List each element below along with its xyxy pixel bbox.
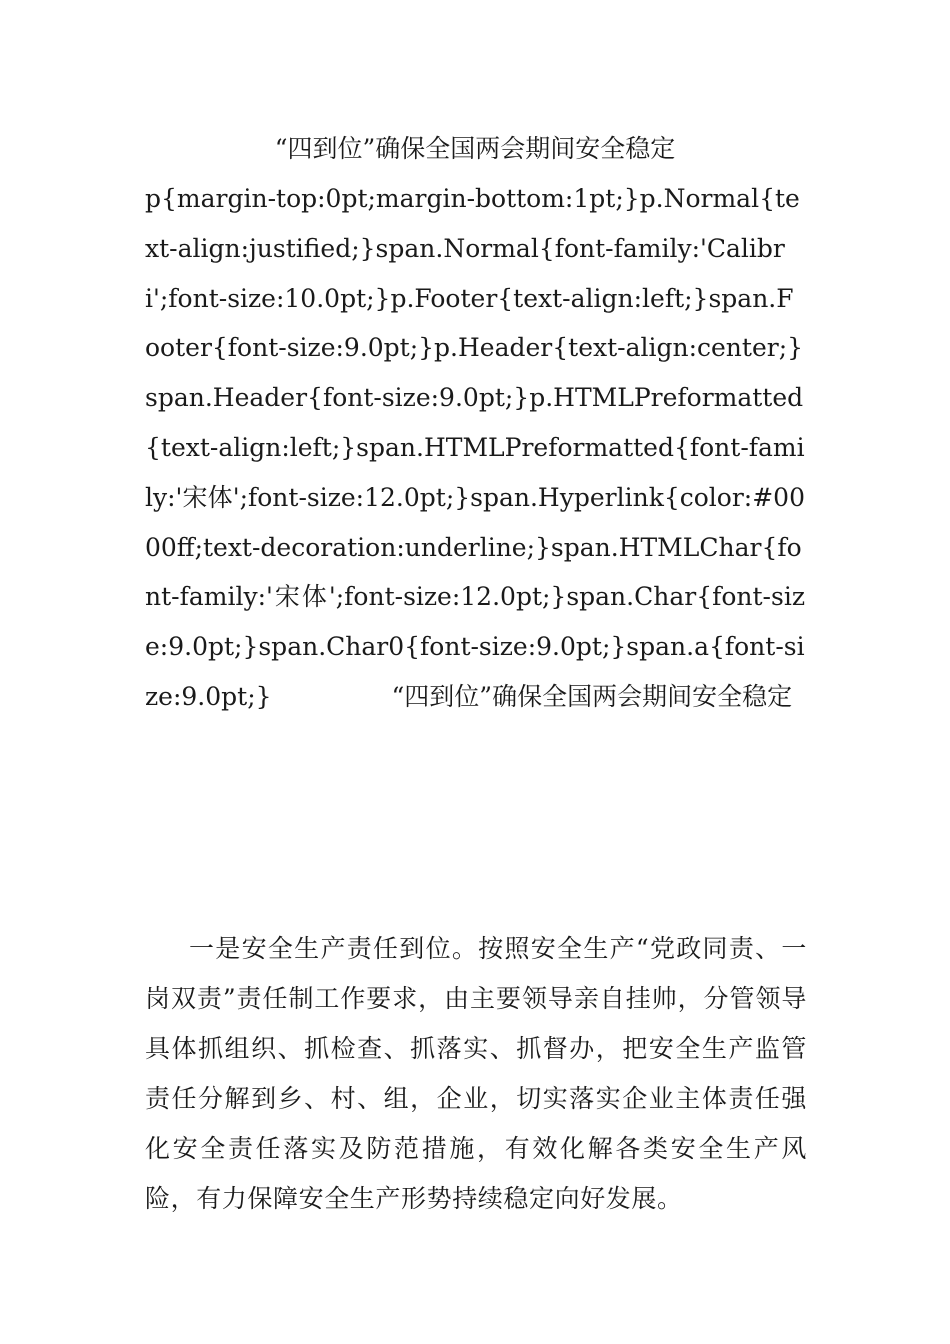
inline-title: “四到位”确保全国两会期间安全稳定: [391, 681, 793, 711]
body-paragraph: 一是安全生产责任到位。按照安全生产“党政同责、一岗双责”责任制工作要求，由主要领导亲自挂帅，分管领导具体抓组织、抓检查、抓落实、抓督办，把安全生产监管责任分解到乡、村、组，企业，切实落实企业主体责任强化安全责任落实及防范措施，有效化解各类安全生产风险，有力保障安全生产形势持续稳定向好发展。: [145, 934, 807, 1213]
css-text-block: [145, 174, 805, 722]
css-text: p{margin-top:0pt;margin-bottom:1pt;}p.Normal{text-align:justified;}span.Normal{font-family:'Calibri';font-size:10.0pt;}p.Footer{text-align:left;}span.Footer{font-size:9.0pt;}p.Header{text-align:center;}span.Header{font-size:9.0pt;}p.HTMLPreformatted{text-align:left;}span.HTMLPreformatted{font-family:'宋体';font-size:12.0pt;}span.Hyperlink{color:#0000ff;text-decoration:underline;}span.HTMLChar{font-family:'宋体';font-size:12.0pt;}span.Char{font-size:9.0pt;}span.Char0{font-size:9.0pt;}span.a{font-size:9.0pt;}: [145, 184, 805, 711]
document-title: “四到位”确保全国两会期间安全稳定: [274, 134, 676, 163]
